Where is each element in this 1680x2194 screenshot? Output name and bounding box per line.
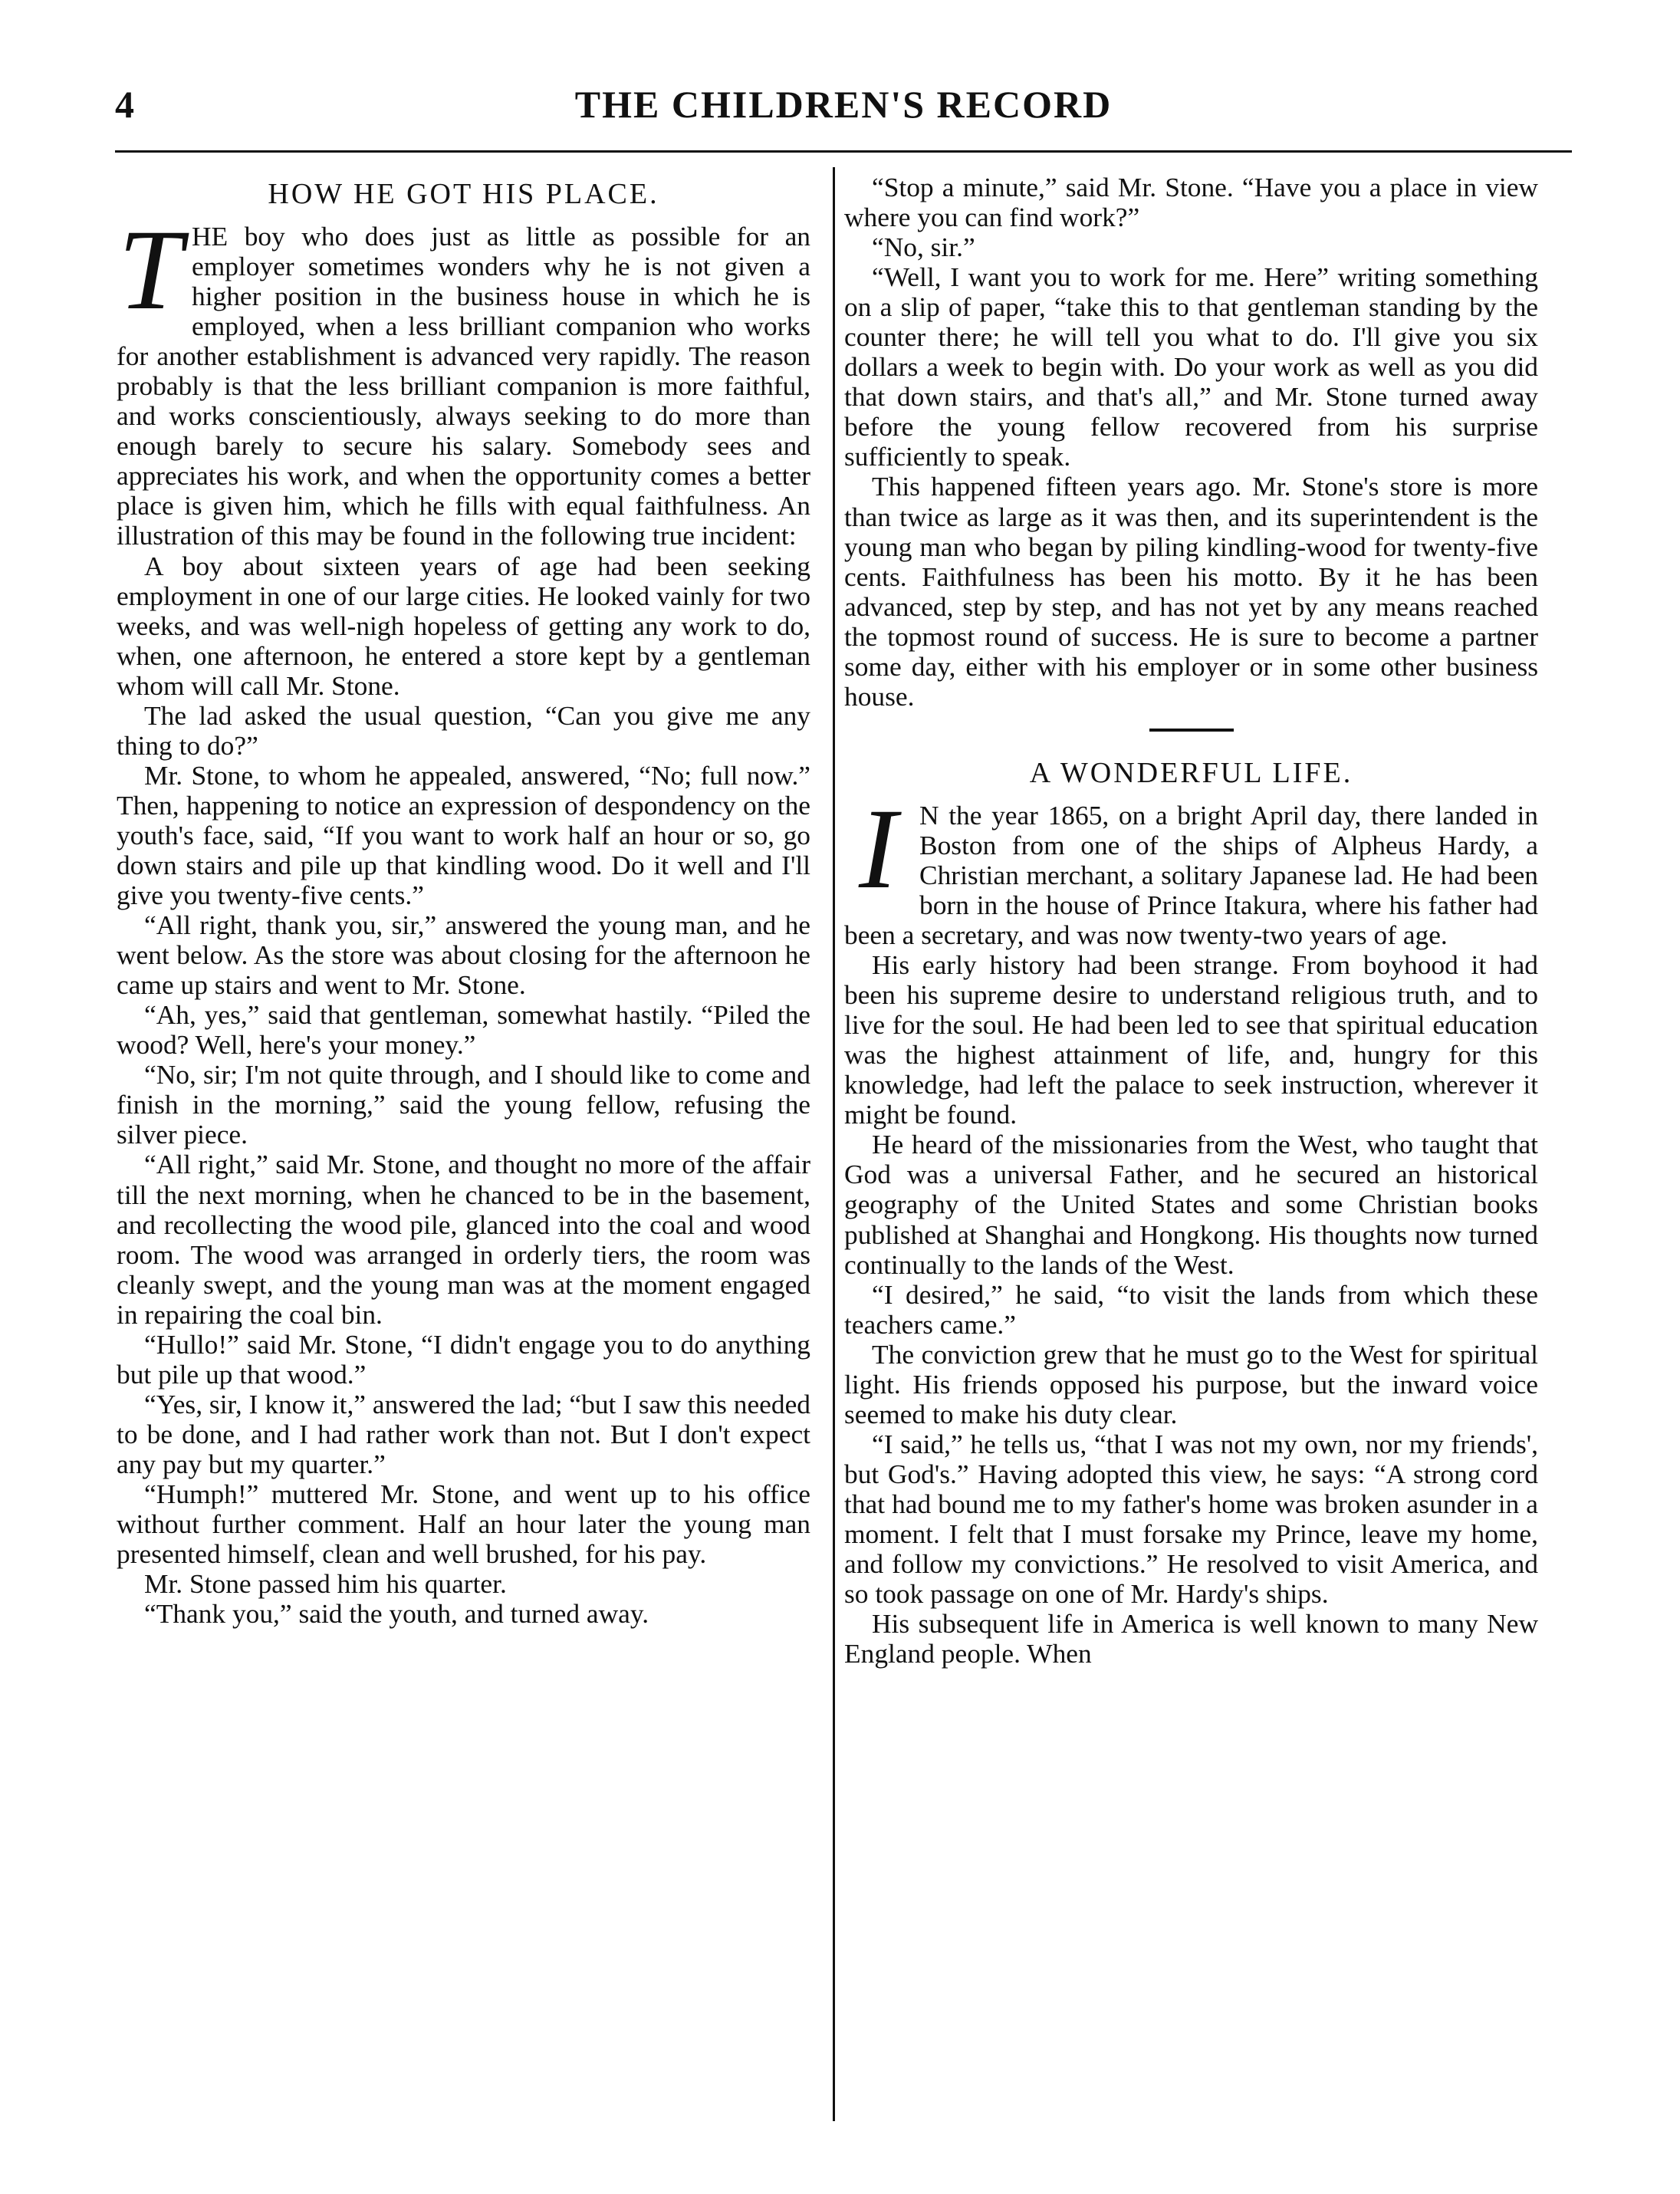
right-column [844, 173, 1538, 1669]
paragraph: “Stop a minute,” said Mr. Stone. “Have you a place in view where you can find work?” [844, 172, 1538, 233]
paragraph: The conviction grew that he must go to the West for spiritual light. His friends opposed his purpose, but the inward voice seemed to make his duty clear. [844, 1338, 1538, 1429]
paragraph: “All right, thank you, sir,” answered the young man, and he went below. As the store was about closing for the afternoon he came up stairs and went to Mr. Stone. [117, 910, 810, 1001]
paragraph: His early history had been strange. From boyhood it had been his supreme desire to understand religious truth, and to live for the soul. He had been led to see that spiritual education was the highest attainment of life, and, hungry for this knowledge, had left the palace to seek instruction, wherever it might be found. [844, 949, 1538, 1130]
paragraph: He heard of the missionaries from the West, who taught that God was a universal Father, and he secured an historical geography of the United States and some Christian books published at Shanghai and Hongkong. His thoughts now turned continually to the lands of the West. [844, 1129, 1538, 1280]
paragraph: Mr. Stone, to whom he appealed, answered, “No; full now.” Then, happening to notice an expression of despondency on the youth's face, said, “If you want to work half an hour or so, go down stairs and pile up that kindling wood. Do it well and I'll give you twenty-five cents.” [117, 759, 810, 911]
paragraph: “Well, I want you to work for me. Here” writing something on a slip of paper, “take this to that gentleman standing by the counter there; he will tell you what to do. I'll give you six dollars a week to begin with. Do your work as well as you did that down stairs, and that's all,” and Mr. Stone turned away before the young fellow recovered from his surprise sufficiently to speak. [844, 262, 1538, 472]
paragraph: “Hullo!” said Mr. Stone, “I didn't engage you to do anything but pile up that wood.” [117, 1328, 810, 1390]
paragraph: “Humph!” muttered Mr. Stone, and went up to his office without further comment. Half an hour later the young man presented himself, clean and well brushed, for his pay. [117, 1478, 810, 1570]
paragraph: “I said,” he tells us, “that I was not my own, nor my friends', but God's.” Having adopted this view, he says: “A strong cord that had bound me to my father's home was broken asunder in a moment. I felt that I must forsake my Prince, leave my home, and follow my convictions.” He resolved to visit America, and so took passage on one of Mr. Hardy's ships. [844, 1428, 1538, 1610]
article-separator [1149, 729, 1234, 732]
article-title-how-he-got-his-place: HOW HE GOT HIS PLACE. [268, 178, 659, 210]
paragraph: “Ah, yes,” said that gentleman, somewhat hastily. “Piled the wood? Well, here's your money.” [117, 999, 810, 1061]
paragraph: “All right,” said Mr. Stone, and thought no more of the affair till the next morning, when he chanced to be in the basement, and recollecting the wood pile, glanced into the coal and wood room. The wood was arranged in orderly tiers, the room was cleanly swept, and the young man was at the moment engaged in repairing the coal bin. [117, 1149, 810, 1330]
paragraph: N the year 1865, on a bright April day, there landed in Boston from one of the ships of Alpheus Hardy, a Christian merchant, a solitary Japanese lad. He had been born in the house of Prince Itakura, where his father had been a secretary, and was now twenty-two years of age. [844, 799, 1538, 951]
drop-cap-t: T [118, 206, 182, 334]
page-number: 4 [115, 83, 134, 126]
paragraph: “Yes, sir, I know it,” answered the lad; “but I saw this needed to be done, and I had rather work than not. But I don't expect any pay but my quarter.” [117, 1388, 810, 1479]
drop-cap-i: I [859, 785, 897, 913]
paragraph: “I desired,” he said, “to visit the lands from which these teachers came.” [844, 1278, 1538, 1340]
paragraph: The lad asked the usual question, “Can you give me any thing to do?” [117, 699, 810, 761]
paragraph: HE boy who does just as little as possible for an employer sometimes wonders why he is not given a higher position in the business house in which he is employed, when a less brilliant companion who works for another establishment is advanced very rapidly. The reason probably is that the less brilliant companion is more faithful, and works conscientiously, always seeking to do more than enough barely to secure his salary. Somebody sees and appreciates his work, and when the opportunity comes a better place is given him, which he fills with equal faithfulness. An illustration of this may be found in the following true incident: [117, 221, 810, 551]
column-rule [833, 167, 835, 2121]
paragraph: His subsequent life in America is well known to many New England people. When [844, 1608, 1538, 1669]
article-title-a-wonderful-life: A WONDERFUL LIFE. [1029, 756, 1353, 789]
paragraph: “No, sir.” [872, 232, 975, 263]
paragraph: A boy about sixteen years of age had been seeking employment in one of our large cities. He looked vainly for two weeks, and was well-nigh hopeless of getting any work to do, when, one afternoon, he entered a store kept by a gentleman whom will call Mr. Stone. [117, 550, 810, 701]
paragraph: “Thank you,” said the youth, and turned away. [144, 1598, 649, 1630]
page-header [115, 74, 1572, 135]
paragraph: This happened fifteen years ago. Mr. Stone's store is more than twice as large as it was then, and its superintendent is the young man who began by piling kindling-wood for twenty-five cents. Faithfulness has been his motto. By it he has been advanced, step by step, and has not yet by any means reached the topmost round of success. He is sure to become a partner some day, either with his employer or in some other business house. [844, 471, 1538, 712]
masthead-title: THE CHILDREN'S RECORD [574, 83, 1113, 126]
paragraph: Mr. Stone passed him his quarter. [144, 1568, 507, 1600]
header-rule [115, 150, 1572, 153]
left-column [117, 173, 810, 1629]
paragraph: “No, sir; I'm not quite through, and I should like to come and finish in the morning,” said the young fellow, refusing the silver piece. [117, 1059, 810, 1150]
